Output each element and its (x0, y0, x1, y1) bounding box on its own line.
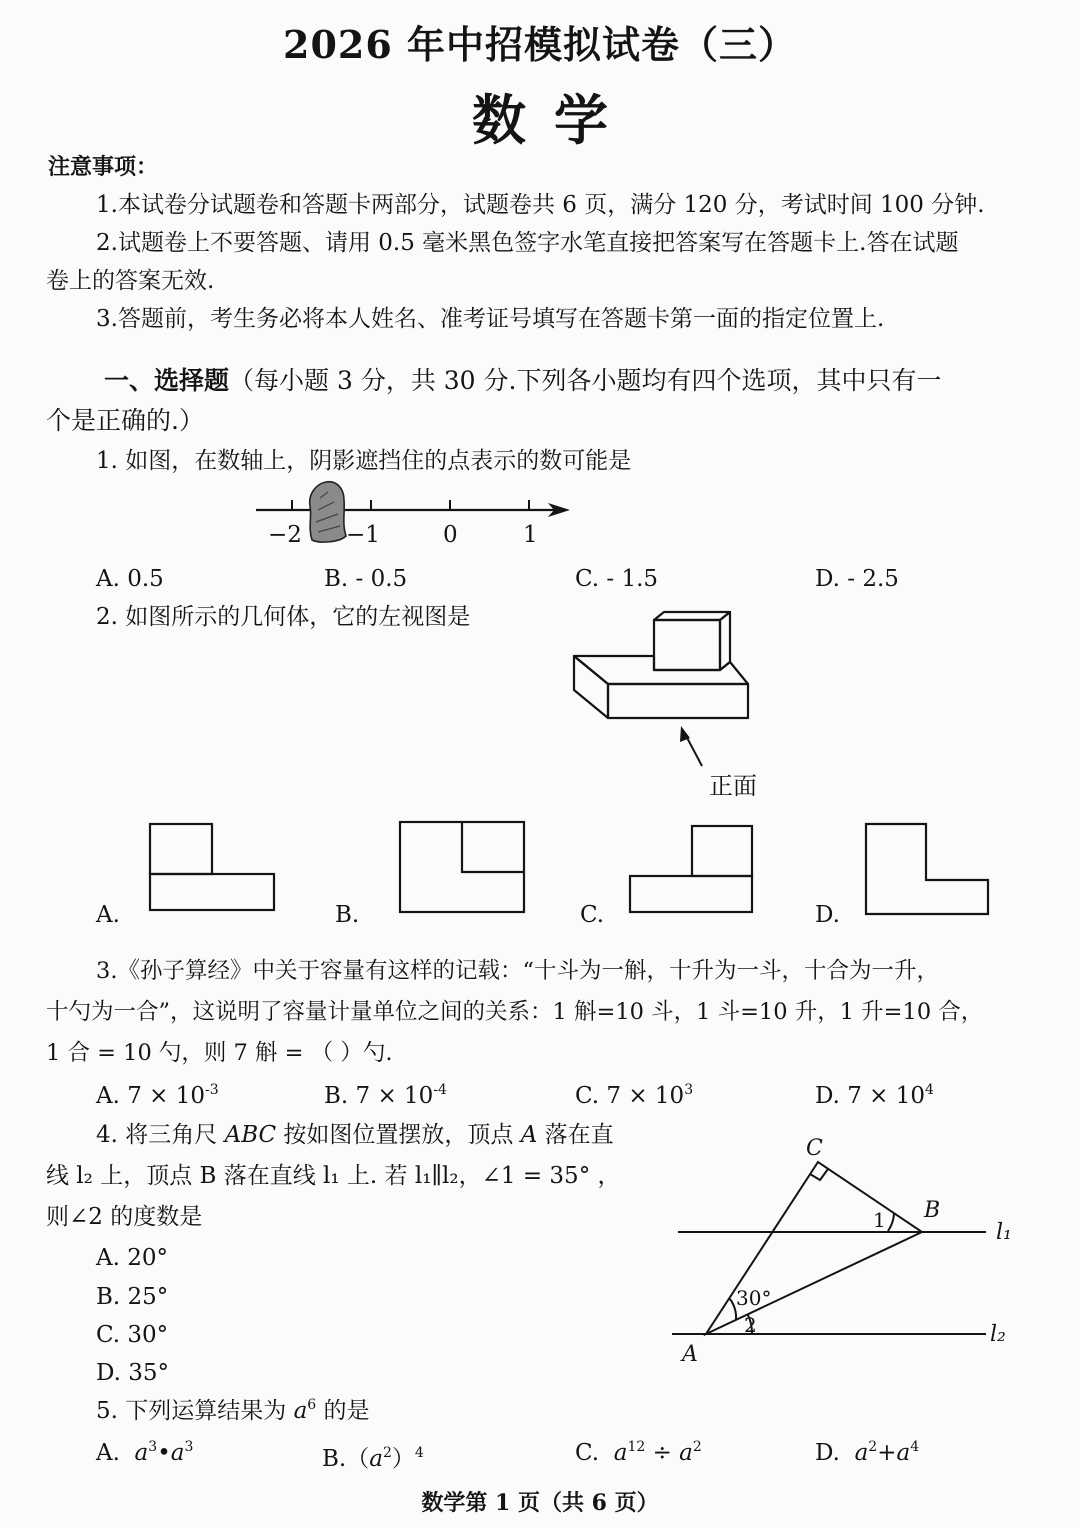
q3-line-1: 3.《孙子算经》中关于容量有这样的记载：“十斗为一斛，十升为一斗，十合为一升， (96, 958, 939, 984)
q4-line-2: 线 l₂ 上，顶点 B 落在直线 l₁ 上. 若 l₁∥l₂，∠1 = 35° ， (46, 1163, 621, 1189)
q4-triangle-figure (660, 1130, 1020, 1370)
shaded-blob (310, 482, 346, 542)
q1-stem: 1. 如图，在数轴上，阴影遮挡住的点表示的数可能是 (96, 448, 632, 474)
q4-option-b: B. 25° (96, 1284, 169, 1310)
label-angle-2: 2 (744, 1313, 757, 1337)
q5-stem: 5. 下列运算结果为 $a^6$ 的是 (96, 1397, 370, 1424)
q4-option-d: D. 35° (96, 1360, 170, 1386)
q1-option-d: D. - 2.5 (815, 566, 899, 592)
q4-option-c: C. 30° (96, 1322, 169, 1348)
axis-label-minus-1: −1 (346, 522, 380, 548)
q2-option-c-figure (628, 824, 758, 916)
notice-item-2-cont: 卷上的答案无效. (46, 268, 215, 294)
section-1-desc-cont: 个是正确的.） (46, 406, 204, 435)
exam-title: 2026 年中招模拟试卷（三） (283, 22, 797, 67)
q2-option-c: C. (580, 902, 605, 928)
label-vertex-b: B (924, 1198, 941, 1223)
q1-option-c: C. - 1.5 (575, 566, 659, 592)
section-1-header (104, 368, 941, 393)
q2-option-b-figure (398, 820, 528, 916)
q3-option-d: D. $7 \times 10^4$ (815, 1082, 934, 1109)
axis-label-1: 1 (523, 522, 538, 548)
q2-option-a-figure (148, 822, 278, 914)
q2-front-label: 正面 (709, 772, 757, 800)
page-footer: 数学第 1 页（共 6 页） (421, 1490, 659, 1516)
q1-option-b: B. - 0.5 (324, 566, 408, 592)
notice-heading: 注意事项： (48, 154, 159, 180)
label-vertex-a: A (682, 1342, 698, 1367)
q5-option-d: D. $a^2+a^4$ (815, 1439, 920, 1466)
q2-solid-figure (570, 608, 760, 778)
q3-option-a: A. $7 \times 10^{-3}$ (96, 1082, 219, 1109)
q2-option-d-figure (864, 822, 994, 918)
q3-line-3: 1 合 = 10 勺，则 7 斛 = （ ）勺. (46, 1040, 393, 1066)
axis-label-0: 0 (443, 522, 458, 548)
q2-option-b: B. (335, 902, 360, 928)
q5-option-a: A. $a^3•a^3$ (96, 1439, 194, 1466)
notice-item-2: 2.试题卷上不要答题、请用 0.5 毫米黑色签字水笔直接把答案写在答题卡上.答在试题 (96, 230, 959, 256)
label-vertex-c: C (806, 1136, 823, 1161)
subject-title: 数学 (472, 88, 636, 152)
label-line-l1: l₁ (996, 1220, 1012, 1245)
q4-line-3: 则∠2 的度数是 (46, 1204, 203, 1230)
label-angle-30: 30° (736, 1286, 772, 1310)
section-1-title: 一、选择题 (104, 366, 230, 395)
q3-option-b: B. $7 \times 10^{-4}$ (324, 1082, 447, 1109)
q2-option-d: D. (815, 902, 840, 928)
axis-label-minus-2: −2 (268, 522, 302, 548)
label-angle-1: 1 (873, 1208, 886, 1232)
label-line-l2: l₂ (990, 1322, 1006, 1347)
q5-option-c: C. $a^{12} \div a^2$ (575, 1439, 702, 1466)
q4-line-1: 4. 将三角尺 ABC 按如图位置摆放，顶点 A 落在直 (96, 1122, 614, 1148)
q4-option-a: A. 20° (96, 1245, 168, 1271)
q2-stem: 2. 如图所示的几何体，它的左视图是 (96, 604, 471, 630)
section-1-desc: （每小题 3 分，共 30 分.下列各小题均有四个选项，其中只有一 (229, 366, 942, 395)
q1-option-a: A. 0.5 (96, 566, 164, 592)
notice-item-1: 1.本试卷分试题卷和答题卡两部分，试题卷共 6 页，满分 120 分，考试时间 100 分钟. (96, 192, 985, 218)
q2-option-a: A. (96, 902, 120, 928)
q3-option-c: C. $7 \times 10^3$ (575, 1082, 694, 1109)
q5-option-b: $B.(a^2)^4$ (322, 1445, 424, 1472)
q3-line-2: 十勺为一合”，这说明了容量计量单位之间的关系：1 斛=10 斗，1 斗=10 升，1 升=10 合， (46, 999, 984, 1025)
notice-item-3: 3.答题前，考生务必将本人姓名、准考证号填写在答题卡第一面的指定位置上. (96, 306, 885, 332)
